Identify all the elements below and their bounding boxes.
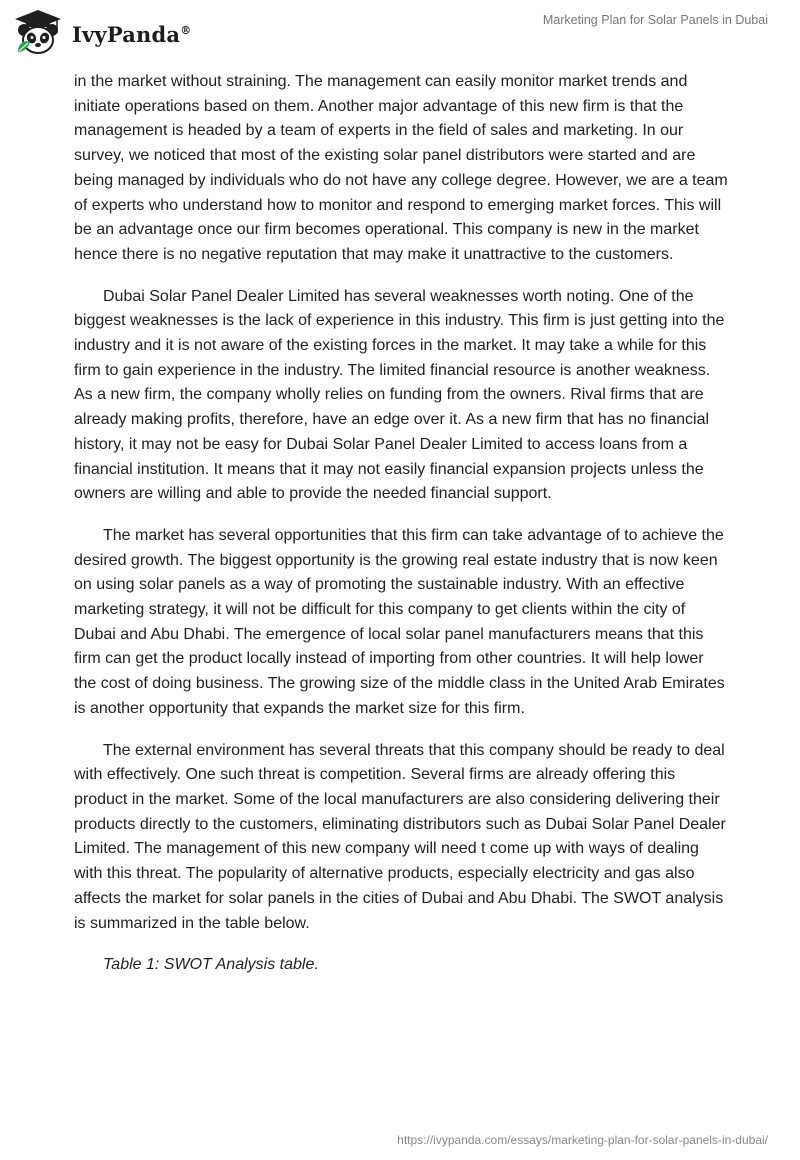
paragraph-weaknesses: Dubai Solar Panel Dealer Limited has several weaknesses worth noting. One of the biggest weaknesses is the lack of experience in this industry. This firm is just getting into the industry and it is not aware of the existing forces in the market. It may take a while for this firm to gain experience in the industry. The limited financial resource is another weakness. As a new firm, the company wholly relies on funding from the owners. Rival firms that are already making profits, therefore, have an edge over it. As a new firm that has no financial history, it may not be easy for Dubai Solar Panel Dealer Limited to access loans from a financial institution. It means that it may not easily financial expansion projects unless the owners are willing and able to provide the needed financial support. — [74, 287, 725, 503]
panda-graduate-icon — [12, 8, 64, 60]
paragraph-threats: The external environment has several threats that this company should be ready to deal with effectively. One such threat is competition. Several firms are already offering this product in the market. Some of the local manufacturers are also considering delivering their products directly to the customers, eliminating distributors such as Dubai Solar Panel Dealer Limited. The management of this new company will need t come up with ways of dealing with this threat. The popularity of alternative products, especially electricity and gas also affects the market for solar panels in the cities of Dubai and Abu Dhabi. The SWOT analysis is summarized in the table below. — [74, 741, 726, 932]
table-caption: Table 1: SWOT Analysis table. — [103, 956, 319, 974]
article-body — [74, 70, 730, 978]
paragraph-strengths-continued: in the market without straining. The management can easily monitor market trends and initiate operations based on them. Another major advantage of this new firm is that the management is headed by a team of experts in the field of sales and marketing. In our survey, we noticed that most of the existing solar panel distributors were started and are being managed by individuals who do not have any college degree. However, we are a team of experts who understand how to monitor and respond to emerging market forces. This will be an advantage once our firm becomes operational. This company is new in the market hence there is no negative reputation that may make it unattractive to the customers. — [74, 73, 728, 263]
page-header — [0, 0, 800, 70]
paragraph-opportunities: The market has several opportunities that this firm can take advantage of to achieve the desired growth. The biggest opportunity is the growing real estate industry that is now keen on using solar panels as a way of promoting the sustainable industry. With an effective marketing strategy, it will not be difficult for this company to get clients within the city of Dubai and Abu Dhabi. The emergence of local solar panel manufacturers means that this firm can get the product locally instead of importing from other countries. It will help lower the cost of doing business. The growing size of the middle class in the United Arab Emirates is another opportunity that expands the market size for this firm. — [74, 526, 725, 717]
document-title: Marketing Plan for Solar Panels in Dubai — [542, 13, 768, 27]
footer-url[interactable]: https://ivypanda.com/essays/marketing-plan-for-solar-panels-in-dubai/ — [397, 1133, 768, 1147]
ivypanda-logo[interactable] — [12, 8, 191, 60]
brand-name: IvyPanda® — [72, 21, 192, 47]
